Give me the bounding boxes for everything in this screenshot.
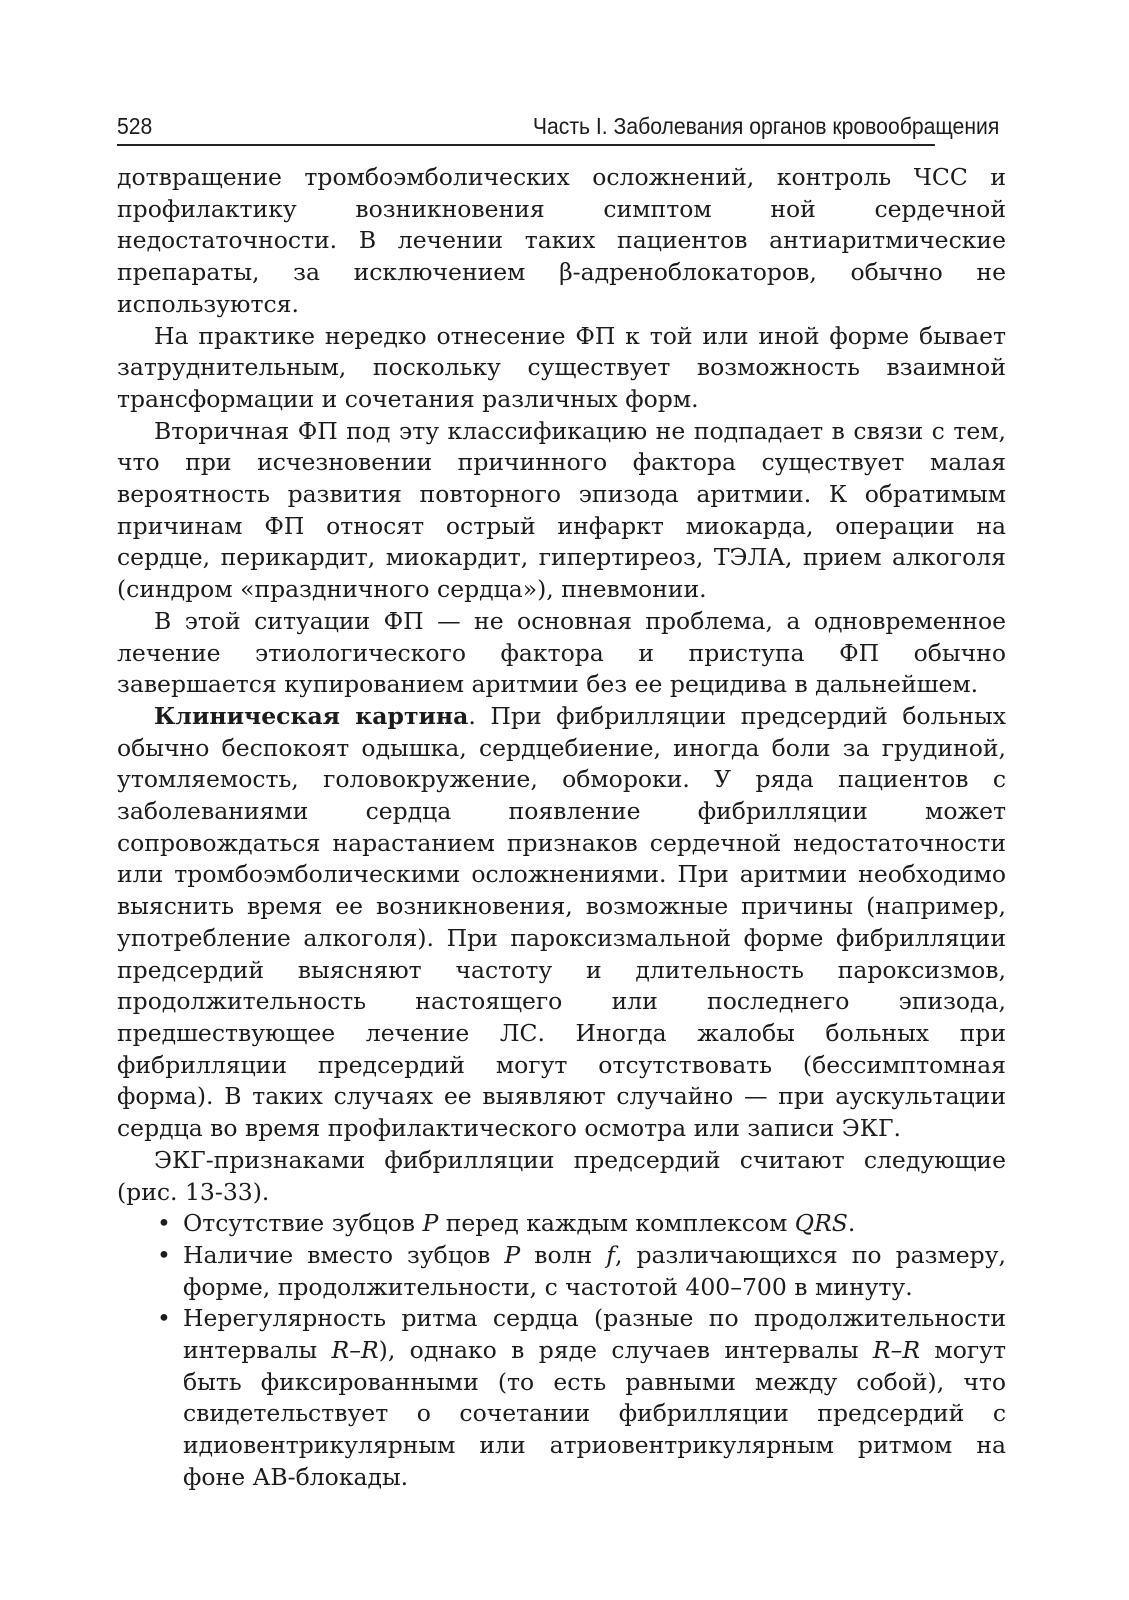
list-item-text: Нерегулярность ритма сердца (разные по продолжительности интервалы — [183, 1304, 1006, 1365]
list-item-text: . — [847, 1209, 856, 1238]
paragraph: ЭКГ-признаками фибрилляции предсердий считают следующие (рис. 13-33). — [117, 1145, 1006, 1206]
list-item-italic: f — [606, 1240, 615, 1269]
paragraph: В этой ситуации ФП — не основная проблема, а одновременное лечение этиологического фактора и приступа ФП обычно завершается купированием аритмии без ее рецидива в дальнейшем. — [117, 606, 1006, 699]
page-number: 528 — [117, 113, 153, 139]
list-item-text: могут быть фиксированными (то есть равными между собой), что свидетельствует о сочетании фибрилляции предсердий с идиовентрикулярным или атриовентрикулярным ритмом на фоне АВ-блокады. — [183, 1336, 1007, 1491]
paragraph: дотвращение тромбоэмболических осложнений, контроль ЧСС и профилактику возникновения симптом ной сердечной недостаточности. В лечении таких пациентов антиаритмические препараты, за исключением β-адреноблокаторов, обычно не используются. — [117, 163, 1006, 318]
list-item-italic: QRS — [794, 1209, 848, 1238]
list-item-italic: R–R — [872, 1336, 921, 1365]
paragraph-clinical-picture — [117, 701, 1006, 1145]
bullet-icon: • — [157, 1304, 171, 1333]
section-heading: Клиническая картина — [154, 701, 469, 730]
page-body — [117, 162, 1006, 1494]
list-item-italic: R–R — [331, 1336, 379, 1365]
list-item-text: Наличие вместо зубцов — [183, 1240, 505, 1269]
list-item-text: , различающихся по размеру, форме, продолжительности, с частотой 400–700 в минуту. — [183, 1240, 1006, 1301]
list-item-italic: P — [422, 1209, 439, 1238]
ecg-signs-list — [117, 1208, 1006, 1493]
list-item — [117, 1240, 1006, 1303]
running-header — [117, 108, 1000, 146]
list-item-text: волн — [520, 1240, 607, 1269]
bullet-icon: • — [157, 1240, 171, 1269]
list-item — [117, 1208, 1006, 1240]
paragraph: На практике нередко отнесение ФП к той или иной форме бывает затруднительным, поскольку существует возможность взаимной трансформации и сочетания различных форм. — [117, 321, 1006, 413]
running-title: Часть I. Заболевания органов кровообращения — [532, 113, 1000, 139]
paragraph: Вторичная ФП под эту классификацию не подпадает в связи с тем, что при исчезновении причинного фактора существует малая вероятность развития повторного эпизода аритмии. К обратимым причинам ФП относят острый инфаркт миокарда, операции на сердце, перикардит, миокардит, гипертиреоз, ТЭЛА, прием алкоголя (синдром «праздничного сердца»), пневмонии. — [117, 416, 1006, 604]
list-item-text: ), однако в ряде случаев интервалы — [378, 1336, 873, 1365]
list-item-text: Отсутствие зубцов — [183, 1209, 423, 1238]
list-item-italic: P — [504, 1240, 521, 1269]
paragraph-text: . При фибрилляции предсердий больных обычно беспокоят одышка, сердцебиение, иногда боли за грудиной, утомляемость, головокружение, обмороки. У ряда пациентов с заболеваниями сердца появление фибрилляции может сопровождаться нарастанием признаков сердечной недостаточности или тромбоэмболическими осложнениями. При аритмии необходимо выяснить время ее возникновения, возможные причины (например, употребление алкоголя). При пароксизмальной форме фибрилляции предсердий выясняют частоту и длительность пароксизмов, продолжительность настоящего или последнего эпизода, предшествующее лечение ЛС. Иногда жалобы больных при фибрилляции предсердий могут отсутствовать (бессимптомная форма). В таких случаях ее выявляют случайно — при аускультации сердца во время профилактического осмотра или записи ЭКГ. — [117, 701, 1006, 1143]
list-item-text: перед каждым комплексом — [438, 1209, 795, 1238]
list-item — [117, 1303, 1006, 1493]
bullet-icon: • — [157, 1209, 171, 1238]
